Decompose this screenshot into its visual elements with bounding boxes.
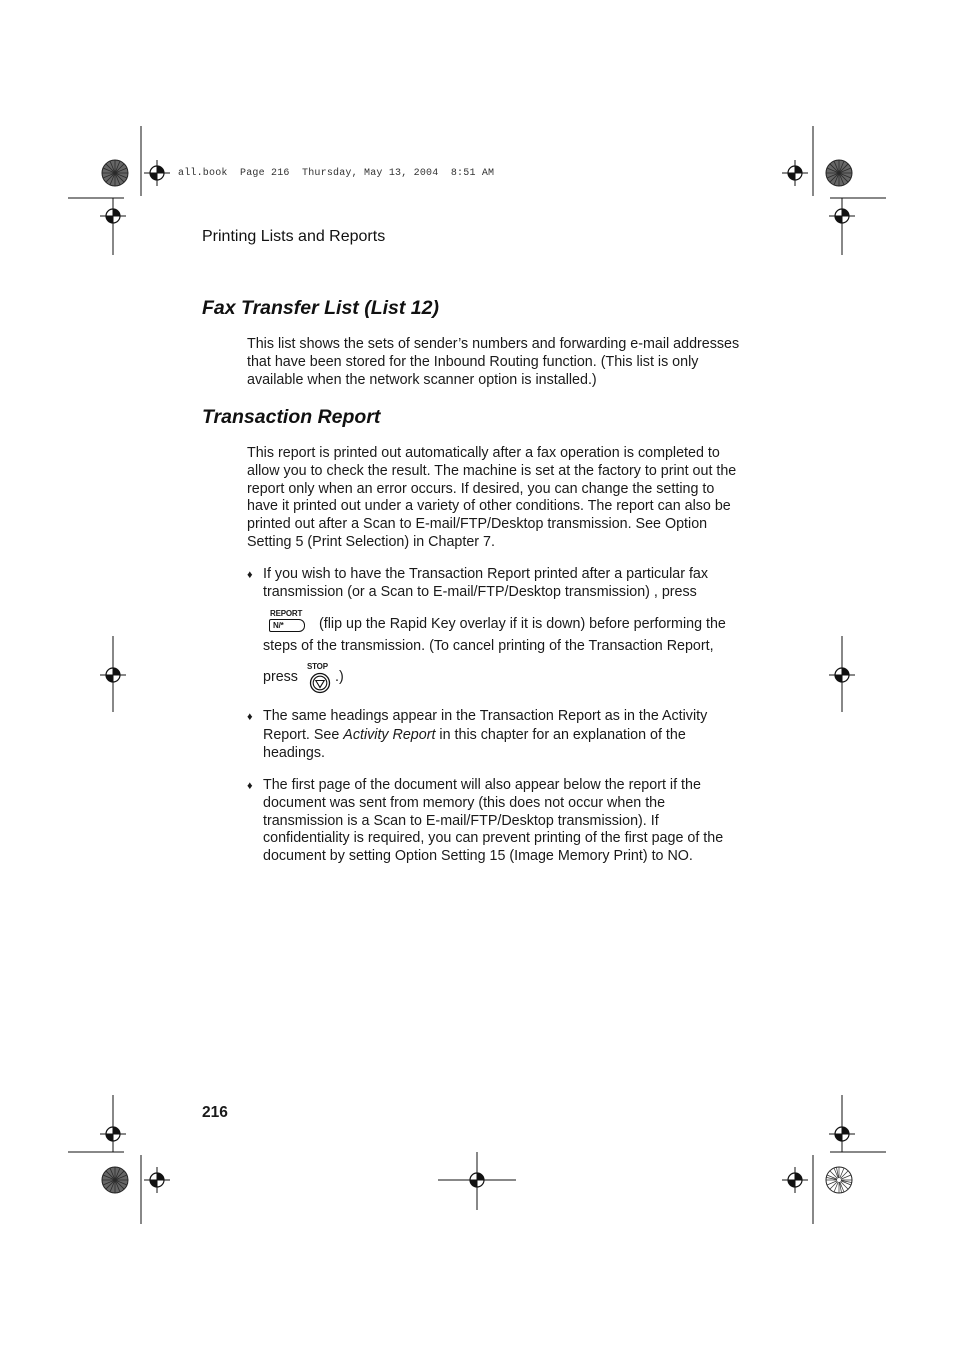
report-key-face [269,619,305,632]
section-heading-fax-transfer-list: Fax Transfer List (List 12) [202,297,439,319]
running-head: Printing Lists and Reports [202,228,386,245]
stop-key-icon [307,662,335,694]
print-slug: all.book Page 216 Thursday, May 13, 2004 8:51 AM [178,168,495,179]
text-run: in this chapter for an explanation of the [435,726,686,743]
bullet-diamond-icon: ♦ [247,569,253,581]
text-run: Report. See [263,726,344,743]
text-line: This list shows the sets of sender’s numbers and forwarding e-mail addresses [247,336,740,352]
text-line: headings. [263,744,326,761]
text-line: allow you to check the result. The machine is set at the factory to print out the [247,462,737,479]
bullet-text [263,777,743,866]
text-line: report only when an error occurs. If desired, you can change the setting to [247,480,715,497]
text-line: transmission (or a Scan to E-mail/FTP/Desktop transmission) , press [263,584,697,600]
stop-key-label: STOP [307,662,328,671]
page-number: 216 [202,1104,228,1121]
bullet-item [247,566,747,696]
report-key-icon [269,609,309,635]
text-line: This report is printed out automatically after a fax operation is completed to [247,445,720,461]
text-line: have it printed out under a variety of other conditions. The report can also be [247,498,731,515]
section-heading-transaction-report: Transaction Report [202,406,381,428]
bullet-text [263,708,743,762]
text-line: press [263,669,298,685]
text-line: The same headings appear in the Transaction Report as in the Activity [263,708,708,724]
stop-symbol-icon [309,672,331,694]
text-line: document was sent from memory (this does not occur when the [263,794,666,811]
text-line: The first page of the document will also appear below the report if the [263,777,701,793]
bullet-diamond-icon: ♦ [247,711,253,723]
text-line: .) [335,669,344,685]
fax-transfer-list-paragraph [247,336,747,389]
report-key-label: REPORT [270,609,303,618]
bullet-diamond-icon: ♦ [247,780,253,792]
transaction-report-paragraph [247,445,747,552]
text-line: If you wish to have the Transaction Report printed after a particular fax [263,566,709,582]
text-line: document by setting Option Setting 15 (Image Memory Print) to NO. [263,848,693,865]
text-line: steps of the transmission. (To cancel printing of the Transaction Report, [263,638,714,654]
text-line: Setting 5 (Print Selection) in Chapter 7. [247,533,495,550]
report-key-face-label: N/* [273,621,284,630]
text-line: confidentiality is required, you can prevent printing of the first page of the [263,830,724,847]
text-line: available when the network scanner option is installed.) [247,371,597,388]
text-line: that have been stored for the Inbound Routing function. (This list is only [247,353,699,370]
text-line: printed out after a Scan to E-mail/FTP/Desktop transmission. See Option [247,516,708,533]
text-line: transmission is a Scan to E-mail/FTP/Desktop transmission). If [263,812,659,829]
text-line: (flip up the Rapid Key overlay if it is down) before performing the [319,616,726,632]
cross-reference: Activity Report [343,726,436,743]
text-line [263,727,743,745]
